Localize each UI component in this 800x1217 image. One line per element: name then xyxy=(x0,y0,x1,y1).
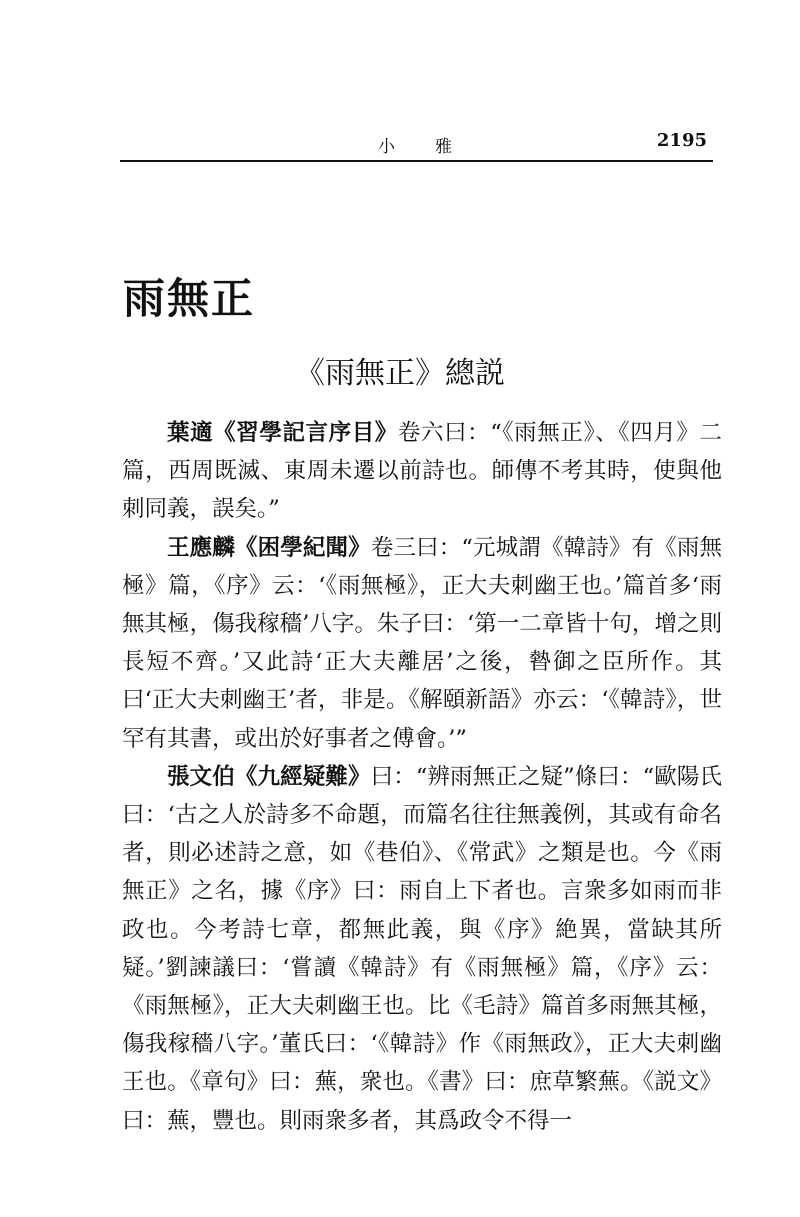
paragraph-text: 曰：“辨雨無正之疑”條曰：“歐陽氏曰：‘古之人於詩多不命題，而篇名往往無義例，其或有命名者，則必述詩之意，如《巷伯》、《常武》之類是也。今《雨無正》之名，據《序》曰：雨自上下者也。言衆多如雨而非政也。今考詩七章，都無此義，與《序》絶異，當缺其所疑。’劉諫議曰：‘嘗讀《韓詩》有《雨無極》篇，《序》云：《雨無極》，正大夫刺幽王也。比《毛詩》篇首多雨無其極，傷我稼穡八字。’董氏曰：‘《韓詩》作《雨無政》，正大夫刺幽王也。《章句》曰：蕪，衆也。《書》曰：庶草繁蕪。《説文》曰：蕪，豐也。則雨衆多者，其爲政令不得一 xyxy=(122,763,722,1134)
poem-title: 雨無正 xyxy=(123,274,256,323)
source-citation: 葉適《習學記言序目》 xyxy=(167,420,398,446)
page-number: 2195 xyxy=(656,130,707,151)
commentary-paragraph xyxy=(122,758,722,1140)
running-header xyxy=(120,128,713,162)
paragraph-text: 卷六曰：“《雨無正》、《四月》二篇，西周既滅、東周未遷以前詩也。師傳不考其時，使與他刺同義，誤矣。” xyxy=(122,420,722,523)
section-title: 《雨無正》總説 xyxy=(295,356,505,391)
commentary-paragraph xyxy=(122,529,722,758)
running-title: 小雅 xyxy=(378,137,492,157)
source-citation: 王應麟《困學紀聞》 xyxy=(167,534,371,561)
source-citation: 張文伯《九經疑難》 xyxy=(167,763,371,790)
paragraph-text: 卷三曰：“元城謂《韓詩》有《雨無極》篇，《序》云：‘《雨無極》，正大夫刺幽王也。’篇首多‘雨無其極，傷我稼穡’八字。朱子曰：‘第一二章皆十句，增之則長短不齊。’又此詩‘正大夫離居’之後，暬御之臣所作。其曰‘正大夫刺幽王’者，非是。《解頤新語》亦云：‘《韓詩》，世罕有其書，或出於好事者之傅會。’” xyxy=(122,534,722,752)
commentary-body xyxy=(122,414,722,1140)
commentary-paragraph xyxy=(122,414,722,529)
